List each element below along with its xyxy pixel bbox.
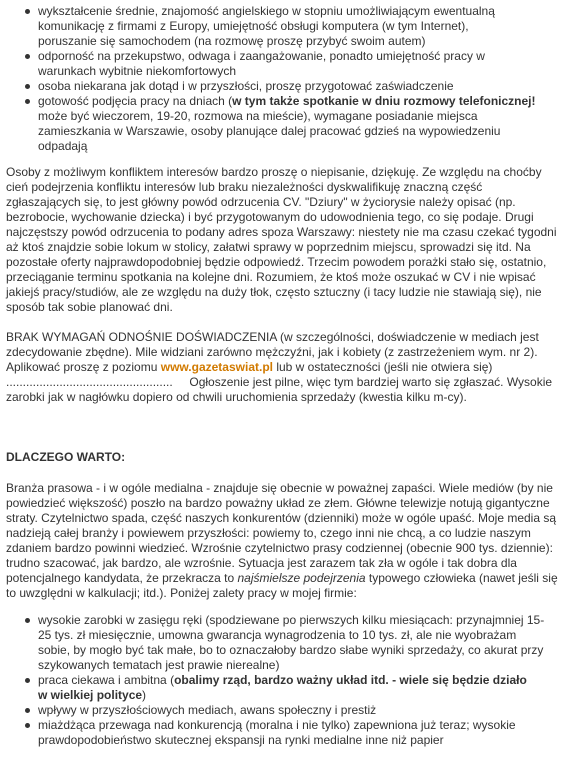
list-item-text: praca ciekawa i ambitna (	[38, 673, 175, 687]
list-item	[38, 79, 524, 94]
paragraph-text: Ogłoszenie jest pilne, więc tym bardziej warto się zgłaszać. Wysokie zarobki jak w nagłówku dopiero od chwili uruchomienia sprzedaży (kwestia kilku m-cy).	[6, 375, 556, 404]
list-item-text: osoba niekarana jak dotąd i w przyszłości, proszę przygotować zaświadczenie	[38, 79, 454, 93]
paragraph-text: typowego człowieka (nawet jeśli się to uwzględni w kalkulacji; itd.). Poniżej zalety pracy w mojej firmie:	[6, 571, 558, 600]
list-item	[38, 703, 548, 718]
benefits-list	[0, 613, 567, 748]
paragraph-text: Branża prasowa - i w ogóle medialna - znajduje się obecnie w poważnej zapaści. Wiele mediów (by nie powiedzieć większość) poszło na bardzo poważny układ ze złem. Główne telewizje notują gigantyczne straty. Czytelnictwo spada, część naszych konkurentów (dzienniki) może w ogóle upaść. Moje media są nadzieją całej branży i powiewem przyszłości: powiemy to, czego inni nie chcą, a co ludzie naszym zdaniem bardzo powinni wiedzieć. Wzrośnie czytelnictwo prasy codziennej (obecnie 900 tys. dziennie): trudno szacować, jak bardzo, ale wzrośnie. Sytuacja jest zarazem tak zła w ogóle i tak dobra dla potencjalnego kandydata, że przekracza to	[6, 481, 557, 585]
paragraph-text: BRAK WYMAGAŃ ODNOŚNIE DOŚWIADCZENIA (w szczególności, doświadczenie w mediach jest zdecydowanie zbędne). Mile widziani zarówno mężczyźni, jak i kobiety (z zastrzeżeniem wym. nr 2). Aplikować proszę z poziomu	[6, 330, 539, 374]
list-item	[38, 718, 548, 748]
paragraph-text: lub w ostateczności (jeśli nie otwiera się)	[272, 360, 493, 374]
list-item	[38, 49, 503, 79]
list-item-text: może być wieczorem, 19-20, rozmowa na mieście), wymagane posiadanie miejsca zamieszkania w Warszawie, osoby planujące dalej pracować gdzieś na wypowiedzeniu odpadają	[38, 109, 501, 153]
website-link[interactable]: www.gazetaswiat.pl	[160, 360, 273, 374]
list-item	[38, 673, 538, 703]
paragraph-no-experience	[6, 330, 558, 405]
paragraph-why	[6, 481, 558, 601]
list-item-text: odporność na przekupstwo, odwaga i zaangażowanie, ponadto umiejętność pracy w warunkach wybitnie niekomfortowych	[38, 49, 485, 78]
list-item-text: wysokie zarobki w zasięgu ręki (spodziewane po pierwszych kilku miesiącach: przynajmniej 15-25 tys. zł miesięcznie, umowna gwarancja wynagrodzenia to 10 tys. zł, ale nie wyobrażam sobie, by mogło być tak małe, bo to oznaczałoby bardzo słabe wyniki sprzedaży, co akurat przy szykowanych tematach jest prawie nierealne)	[38, 613, 545, 672]
list-item-bold: obalimy rząd, bardzo ważny układ itd. - wiele się będzie działo w wielkiej polityce	[38, 673, 527, 702]
dotted-separator: ..................................................	[6, 375, 173, 389]
document-page	[0, 4, 567, 769]
list-item-text: wykształcenie średnie, znajomość angielskiego w stopniu umożliwiającym ewentualną komunikację z firmami z Europy, umiejętność obsługi komputera (w tym Internet), poruszanie się samochodem (na rozmowę proszę przybyć swoim autem)	[38, 4, 495, 48]
list-item	[38, 4, 524, 49]
list-item-text: )	[142, 688, 147, 702]
list-item-text: gotowość podjęcia pracy na dniach (	[38, 94, 233, 108]
section-heading	[6, 450, 558, 465]
list-item-bold: w tym także spotkanie w dniu rozmowy telefonicznej!	[232, 94, 536, 108]
paragraph-italic: najśmielsze podejrzenia	[237, 571, 366, 585]
list-item	[38, 613, 548, 673]
list-item-text: wpływy w przyszłościowych mediach, awans społeczny i prestiż	[38, 703, 377, 717]
list-item-text: miażdżąca przewaga nad konkurencją (moralna i nie tylko) zapewniona już teraz; wysokie prawdopodobieństwo skutecznej ekspansji na rynki medialne inne niż papier	[38, 718, 516, 747]
requirements-list	[0, 4, 567, 154]
paragraph-text: Osoby z możliwym konfliktem interesów bardzo proszę o niepisanie, dziękuję. Ze względu na choćby cień podejrzenia konfliktu interesów lub braku niezależności dyskwalifikuję znaczną część zgłaszających się, to jest główny powód odrzucenia CV. "Dziury" w życiorysie należy opisać (np. bezrobocie, wychowanie dziecka) i być przygotowanym do udowodnienia tego, co się podaje. Drugi najczęstszy powód odrzucenia to podany adres spoza Warszawy: niestety nie ma czasu czekać tygodni aż ktoś znajdzie sobie lokum w stolicy, załatwi sprawy w poprzednim miejscu, sprowadzi się itd. Na pozostałe oferty najprawdopodobniej będzie odpowiedź. Trzecim powodem porażki stało się, ostatnio, przeciąganie terminu spotkania na kolejne dni. Rozumiem, że ktoś może oszukać w CV i nie wpisać jakiejś pracy/studiów, ale ze względu na duży tłok, często sztuczny (i tacy ludzie nie stawiają się), nie sposób tak sobie planować dni.	[6, 165, 557, 314]
paragraph-conflict	[6, 165, 558, 315]
list-item	[38, 94, 542, 154]
heading-text: DLACZEGO WARTO:	[6, 450, 126, 464]
